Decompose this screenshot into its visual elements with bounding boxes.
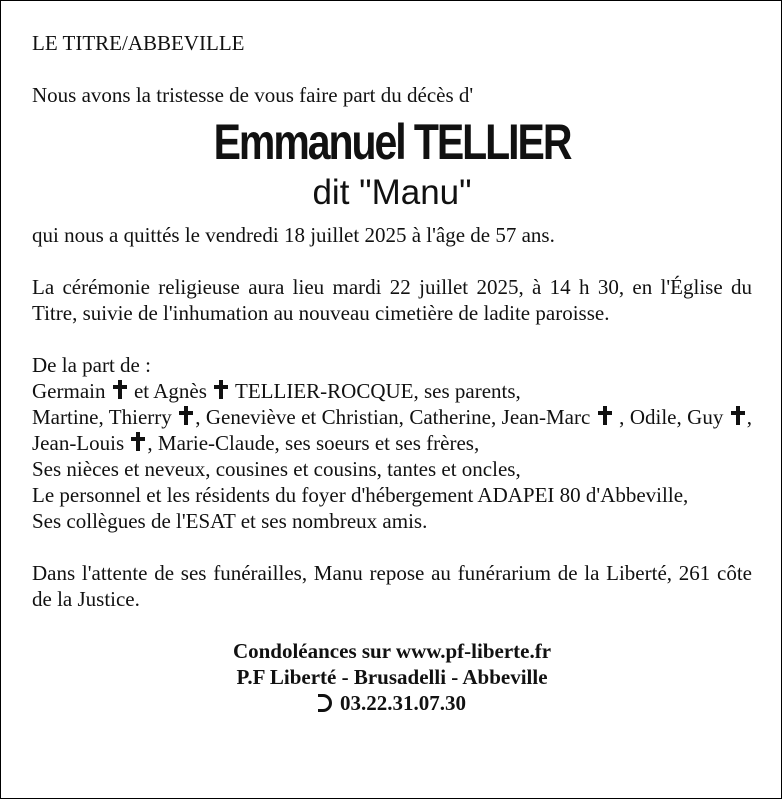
phone-line xyxy=(32,690,752,716)
obituary-notice xyxy=(32,30,752,716)
cross-icon xyxy=(598,406,612,425)
ceremony-details: La cérémonie religieuse aura lieu mardi 22 juillet 2025, à 14 h 30, en l'Église du Titre, suivie de l'inhumation au nouveau cimetière de ladite paroisse. xyxy=(32,275,752,325)
family-staff: Le personnel et les résidents du foyer d'hébergement ADAPEI 80 d'Abbeville, xyxy=(32,483,689,507)
family-section xyxy=(32,352,752,534)
family-colleagues: Ses collègues de l'ESAT et ses nombreux amis. xyxy=(32,509,428,533)
funeral-home-name: P.F Liberté - Brusadelli - Abbeville xyxy=(236,665,548,689)
family-heading: De la part de : xyxy=(32,353,151,377)
location-header: LE TITRE/ABBEVILLE xyxy=(32,31,245,55)
family-nieces: Ses nièces et neveux, cousines et cousins, tantes et oncles, xyxy=(32,457,521,481)
phone-icon xyxy=(318,694,332,712)
family-siblings: Martine, Thierry , Geneviève et Christian, Catherine, Jean-Marc , Odile, Guy , Jean-Louis , Marie-Claude, ses soeurs et ses frères, xyxy=(32,405,753,455)
footer xyxy=(32,638,752,716)
cross-icon xyxy=(131,432,145,451)
deceased-name: Emmanuel TELLIER xyxy=(213,114,571,170)
cross-icon xyxy=(113,380,127,399)
cross-icon xyxy=(179,406,193,425)
deceased-nickname: dit "Manu" xyxy=(312,173,472,212)
cross-icon xyxy=(731,406,745,425)
wake-details: Dans l'attente de ses funérailles, Manu repose au funérarium de la Liberté, 261 côte de la Justice. xyxy=(32,561,752,611)
intro-text: Nous avons la tristesse de vous faire part du décès d' xyxy=(32,83,474,107)
condolences-link: Condoléances sur www.pf-liberte.fr xyxy=(232,639,552,663)
phone-number: 03.22.31.07.30 xyxy=(340,691,466,715)
cross-icon xyxy=(214,380,228,399)
family-parents: Germain et Agnès TELLIER-ROCQUE, ses parents, xyxy=(32,379,521,403)
death-notice: qui nous a quittés le vendredi 18 juillet 2025 à l'âge de 57 ans. xyxy=(32,223,555,247)
